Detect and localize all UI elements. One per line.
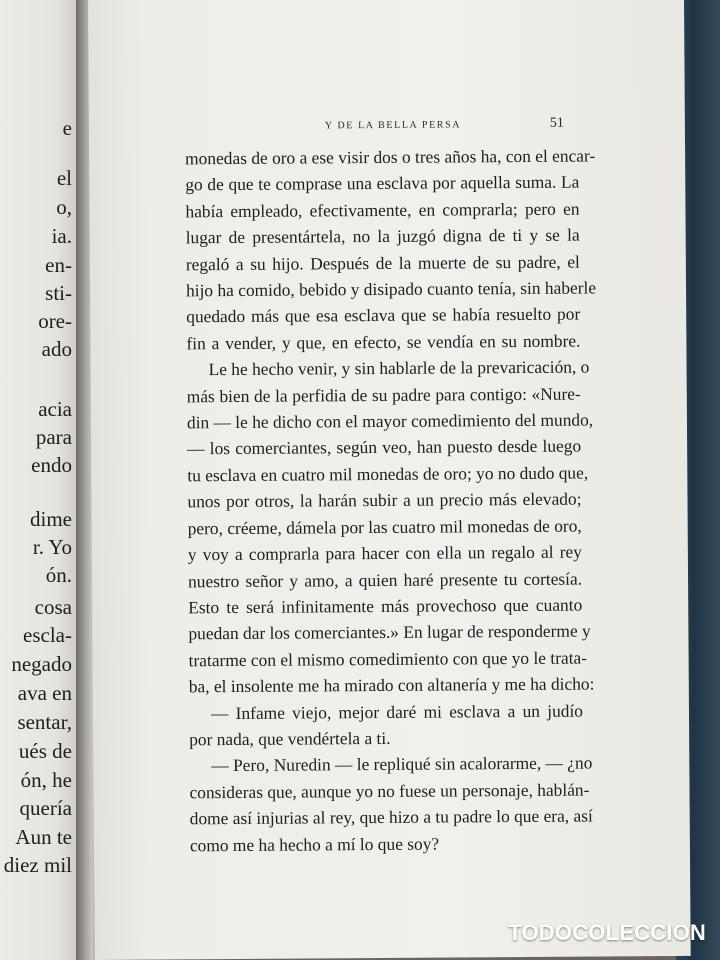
text-line: puedan dar los comerciantes.» En lugar de responderme y (188, 620, 591, 644)
left-page-fragment: r. Yo (32, 535, 72, 559)
watermark: TODOCOLECCION (508, 920, 706, 945)
text-line: monedas de oro a ese visir dos o tres años ha, con el encar- (185, 145, 596, 169)
left-page (0, 0, 78, 960)
left-page-fragment: escla- (23, 623, 72, 647)
left-page-fragment: ón. (45, 563, 72, 587)
text-line: tu esclava en cuatro mil monedas de oro; yo no dudo que, (187, 462, 589, 486)
left-page-fragment: ava en (17, 681, 72, 705)
left-page-fragment: ia. (51, 224, 72, 248)
left-page-fragment: quería (19, 796, 72, 820)
left-page-fragment: sentar, (17, 710, 72, 734)
text-line: consideras que, aunque yo no fuese un personaje, hablán- (189, 779, 590, 803)
left-page-fragment: en- (45, 253, 72, 277)
text-line: — Infame viejo, mejor daré mi esclava a un judío (210, 700, 584, 723)
text-line: go de que te comprase una esclava por aquella suma. La (185, 171, 580, 195)
text-line: y voy a comprarla para hacer con ella un regalo al rey (187, 541, 582, 565)
left-page-fragment: dime (30, 507, 72, 531)
text-line: más bien de la perfidia de su padre para contigo: «Nure- (186, 383, 581, 406)
left-page-fragment: o, (56, 195, 72, 219)
left-page-fragment: para (35, 425, 72, 449)
page-number: 51 (549, 115, 564, 131)
left-page-fragment: sti- (45, 281, 72, 305)
running-head: Y DE LA BELLA PERSA (324, 119, 462, 132)
text-line: quedado más que esa esclava que se había resuelto por (186, 304, 581, 327)
left-page-fragment: el (56, 166, 72, 190)
left-page-fragment: cosa (34, 595, 72, 619)
left-page-fragment: ore- (38, 309, 72, 333)
left-page-fragment: diez mil (3, 853, 72, 877)
text-line: dome así injurias al rey, que hizo a tu padre lo que era, así (189, 805, 593, 829)
text-line: había empleado, efectivamente, en comprarla; pero en (185, 198, 580, 222)
text-line: lugar de presentártela, no la juzgó digna de ti y se la (185, 224, 580, 248)
text-line: por nada, que vendértela a ti. (189, 727, 391, 750)
text-line: ba, el insolente me ha mirado con altanería y me ha dicho: (188, 673, 595, 697)
text-line: — los comerciantes, según veo, han puesto desde luego (187, 436, 582, 459)
left-page-fragment: ués de (18, 739, 72, 763)
text-line: nuestro señor y amo, a quien haré presente tu cortesía. (187, 568, 583, 591)
text-line: unos por otros, la harán subir a un precio más elevado; (187, 488, 582, 512)
text-line: como me ha hecho a mí lo que soy? (189, 833, 440, 855)
text-line: fin a vender, y que, en efecto, se vendía en su nombre. (186, 330, 581, 354)
left-page-fragment: endo (31, 453, 72, 477)
left-page-fragment: negado (11, 652, 72, 676)
text-line: din — le he dicho con el mayor comedimiento del mundo, (186, 409, 594, 433)
text-line: Esto te será infinitamente más provechoso que cuanto (188, 594, 583, 618)
left-page-fragment: ón, he (20, 768, 72, 792)
right-page (88, 0, 691, 960)
left-page-fragment: ado (41, 337, 72, 361)
body-text (185, 143, 597, 859)
left-page-fragment: acia (38, 397, 72, 421)
text-line: — Pero, Nuredin — le repliqué sin acalorarme, — ¿no (211, 752, 593, 776)
left-page-fragment: Aun te (15, 825, 72, 849)
text-line: regaló a su hijo. Después de la muerte de su padre, el (185, 251, 580, 274)
text-line: tratarme con el mismo comedimiento con que yo le trata- (188, 647, 588, 671)
text-line: hijo ha comido, bebido y disipado cuanto tenía, sin haberle (185, 277, 597, 301)
text-line: pero, créeme, dámela por las cuatro mil monedas de oro, (187, 515, 582, 539)
text-line: Le he hecho venir, y sin hablarle de la prevaricación, o (208, 356, 590, 380)
left-page-fragment: e (62, 116, 72, 140)
